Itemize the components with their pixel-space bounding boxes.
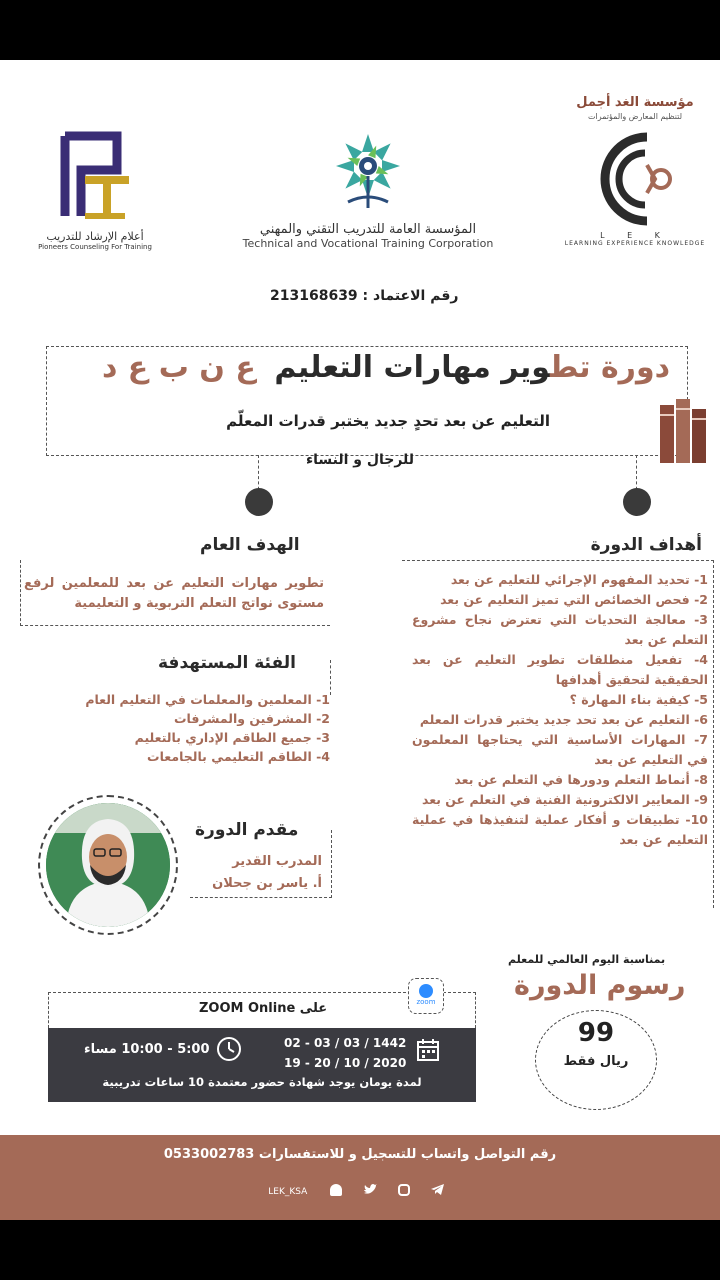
general-goal-text: تطوير مهارات التعليم عن بعد للمعلمين لرفع مستوى نواتج التعلم التربوية و التعليمية <box>24 576 324 611</box>
course-title-prefix: دورة تط <box>550 350 670 385</box>
list-item: 4- الطاقم التعليمي بالجامعات <box>147 749 330 764</box>
presenter-name: أ. ياسر بن جحلان <box>212 876 322 891</box>
presenter-heading: مقدم الدورة <box>195 820 299 840</box>
goals-list <box>412 570 708 850</box>
course-title-suffix: ع ن ب ع د <box>101 350 256 385</box>
instagram-icon[interactable] <box>398 1184 410 1196</box>
twitter-icon[interactable] <box>364 1180 377 1199</box>
fees-currency: ريال فقط <box>563 1054 629 1069</box>
list-item: 7- المهارات الأساسية التي يحتاجها المعلمون في التعليم عن بعد <box>412 732 708 767</box>
list-item: 3- جميع الطاقم الإداري بالتعليم <box>134 730 330 745</box>
lek-letters: L E K <box>600 231 670 240</box>
fees-heading: رسوم الدورة <box>514 970 686 1001</box>
duration-note: لمدة يومان يوجد شهادة حضور معتمدة 10 ساعات تدريبية <box>102 1075 422 1089</box>
lek-org-subtitle: لتنظيم المعارض والمؤتمرات <box>587 112 683 121</box>
tvtc-logo <box>238 130 498 260</box>
lek-org-name: مؤسسة الغد أجمل <box>576 95 694 110</box>
presenter-role: المدرب القدير <box>232 854 322 869</box>
course-subtitle: التعليم عن بعد تحدٍ جديد يختبر قدرات المعلّم <box>226 412 550 430</box>
snapchat-icon[interactable] <box>330 1184 342 1196</box>
list-item: 5- كيفية بناء المهارة ؟ <box>569 692 708 707</box>
course-audience: للرجال و النساء <box>305 452 415 468</box>
presenter-photo <box>38 795 178 935</box>
tvtc-name-ar: المؤسسة العامة للتدريب التقني والمهني <box>259 222 477 237</box>
lek-tagline: LEARNING EXPERIENCE KNOWLEDGE <box>564 240 706 247</box>
list-item: 9- المعايير الالكترونية الفنية في التعلم عن بعد <box>421 792 708 807</box>
bullet-dot-left <box>245 488 273 516</box>
target-list <box>40 690 330 766</box>
lek-emblem-icon <box>589 129 681 229</box>
goals-heading: أهداف الدورة <box>590 535 702 555</box>
list-item: 4- تفعيل منطلقات تطوير التعليم عن بعد الحقيقية لتحقيق أهدافها <box>412 652 708 687</box>
date-hijri: 02 - 03 / 03 / 1442 <box>284 1036 407 1050</box>
telegram-icon[interactable] <box>431 1180 444 1199</box>
list-item: 8- أنماط التعلم ودورها في التعلم عن بعد <box>454 772 708 787</box>
calendar-icon <box>416 1038 440 1066</box>
footer-handle: LEK_KSA <box>268 1187 308 1197</box>
footer-social <box>0 1179 720 1199</box>
lek-logo <box>560 95 710 295</box>
list-item: 2- فحص الخصائص التي تميز التعليم عن بعد <box>440 592 708 607</box>
list-item: 1- المعلمين والمعلمات في التعليم العام <box>85 692 330 707</box>
books-icon <box>656 395 710 469</box>
tvtc-name-en: Technical and Vocational Training Corporation <box>242 237 494 250</box>
footer-contact: رقم التواصل واتساب للتسجيل و للاستفسارات 0533002783 <box>163 1147 557 1162</box>
footer-bar <box>0 1135 720 1220</box>
pioneers-name-ar: أعلام الإرشاد للتدريب <box>46 230 144 243</box>
list-item: 10- تطبيقات و أفكار عملية لتنفيذها في عملية التعليم عن بعد <box>412 812 708 847</box>
date-gregorian: 19 - 20 / 10 / 2020 <box>284 1056 407 1070</box>
schedule-time: 5:00 - 10:00 مساء <box>84 1042 210 1057</box>
flyer-page <box>0 60 720 1220</box>
accreditation-number: رقم الاعتماد : 213168639 <box>270 288 459 304</box>
zoom-icon-label: zoom <box>416 998 436 1006</box>
pioneers-name-en: Pioneers Counseling For Training <box>38 243 152 251</box>
pioneers-logo <box>30 128 160 258</box>
schedule-band <box>48 1028 476 1102</box>
list-item: 6- التعليم عن بعد تحد جديد يختبر قدرات المعلم <box>419 712 708 727</box>
general-goal-heading: الهدف العام <box>200 535 300 555</box>
tvtc-emblem-icon <box>333 130 403 212</box>
list-item: 3- معالجة التحديات التي تعترض نجاح مشروع التعلم عن بعد <box>412 612 708 647</box>
target-heading: الفئة المستهدفة <box>158 653 296 673</box>
fees-amount: 99 <box>577 1018 615 1048</box>
clock-icon <box>216 1036 242 1066</box>
target-connector <box>330 660 331 695</box>
zoom-label: على ZOOM Online <box>199 1001 328 1016</box>
pioneers-emblem-icon <box>55 128 135 222</box>
course-title <box>102 350 670 385</box>
course-title-main: وير مهارات التعليم <box>274 350 551 385</box>
list-item: 1- تحديد المفهوم الإجرائي للتعليم عن بعد <box>450 572 708 587</box>
fees-occasion: بمناسبة اليوم العالمي للمعلم <box>508 953 666 966</box>
list-item: 2- المشرفين والمشرفات <box>173 711 330 726</box>
bullet-dot-right <box>623 488 651 516</box>
zoom-icon <box>408 978 444 1014</box>
